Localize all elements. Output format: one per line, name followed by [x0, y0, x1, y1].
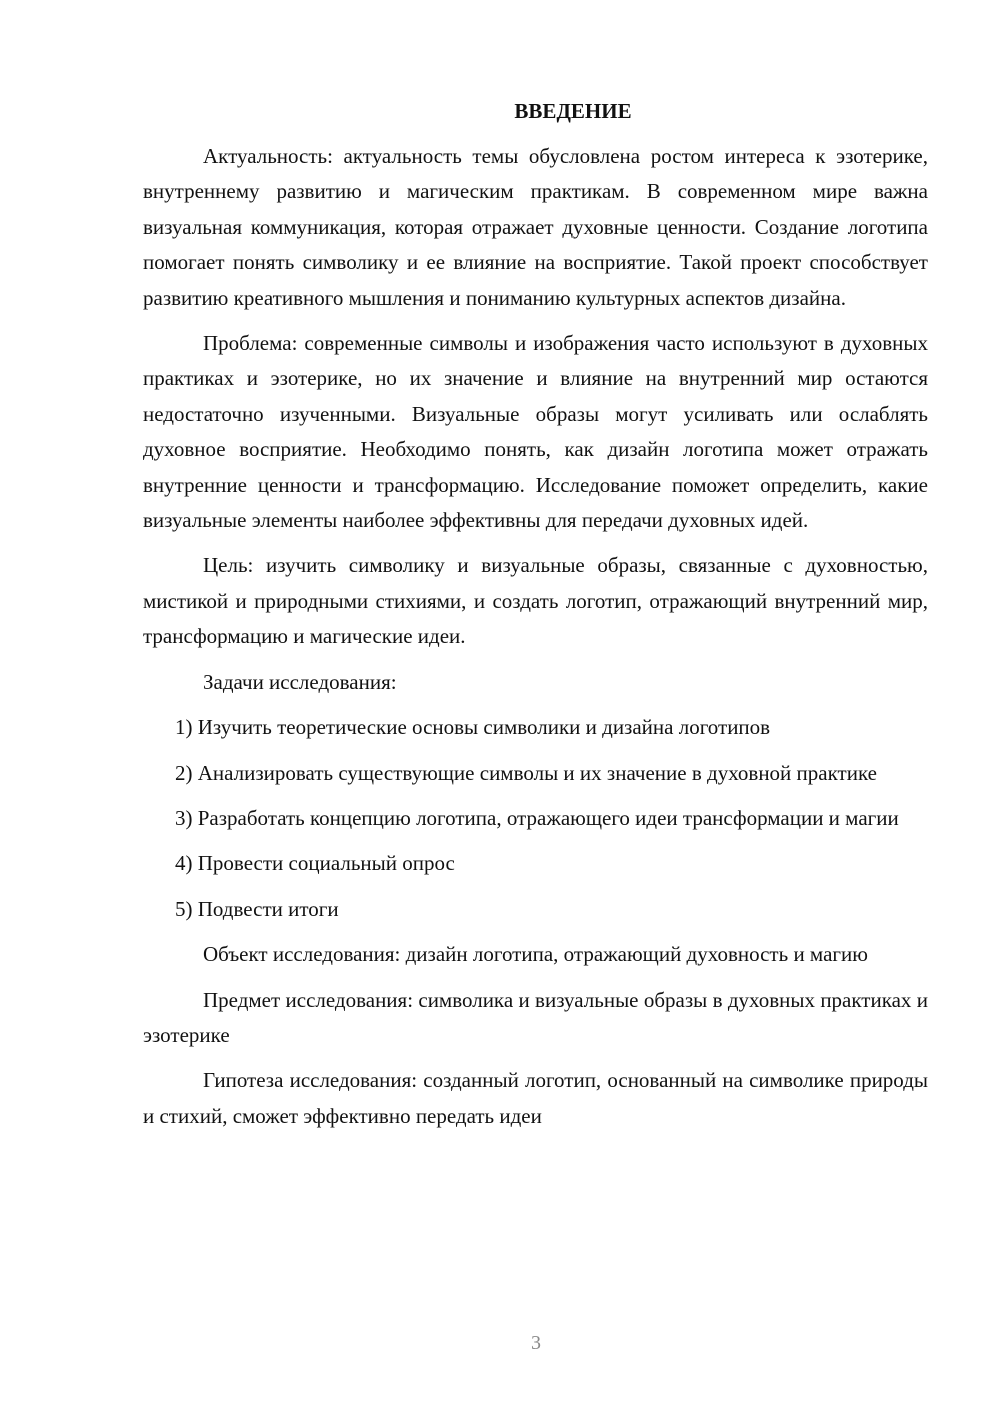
task-item-5: 5) Подвести итоги — [175, 896, 339, 921]
task-item-3: 3) Разработать концепцию логотипа, отражающего идеи трансформации и магии — [175, 805, 899, 830]
section-title: ВВЕДЕНИЕ — [514, 99, 632, 123]
paragraph-object: Объект исследования: дизайн логотипа, отражающий духовность и магию — [203, 942, 868, 967]
paragraph-relevance: Актуальность: актуальность темы обусловлена ростом интереса к эзотерике, внутреннему развитию и магическим практикам. В современном мире важна визуальная коммуникация, которая отражает духовные ценности. Создание логотипа помогает понять символику и ее влияние на восприятие. Такой проект способствует развитию креативного мышления и пониманию культурных аспектов дизайна. — [143, 144, 928, 310]
task-item-1: 1) Изучить теоретические основы символики и дизайна логотипов — [175, 715, 771, 740]
paragraph-goal: Цель: изучить символику и визуальные образы, связанные с духовностью, мистикой и природными стихиями, и создать логотип, отражающий внутренний мир, трансформацию и магические идеи. — [143, 553, 928, 649]
paragraph-problem: Проблема: современные символы и изображения часто используют в духовных практиках и эзотерике, но их значение и влияние на внутренний мир остаются недостаточно изученными. Визуальные образы могут усиливать или ослаблять духовное восприятие. Необходимо понять, как дизайн логотипа может отражать внутренние ценности и трансформацию. Исследование поможет определить, какие визуальные элементы наиболее эффективны для передачи духовных идей. — [143, 331, 928, 533]
paragraph-tasks-heading: Задачи исследования: — [203, 669, 397, 694]
task-item-2: 2) Анализировать существующие символы и их значение в духовной практике — [175, 760, 877, 785]
page-number: 3 — [531, 1332, 541, 1354]
task-item-4: 4) Провести социальный опрос — [175, 851, 455, 876]
paragraph-hypothesis: Гипотеза исследования: созданный логотип, основанный на символике природы и стихий, сможет эффективно передать идеи — [143, 1068, 928, 1128]
page-content — [143, 94, 928, 1144]
paragraph-subject: Предмет исследования: символика и визуальные образы в духовных практиках и эзотерике — [143, 987, 928, 1047]
